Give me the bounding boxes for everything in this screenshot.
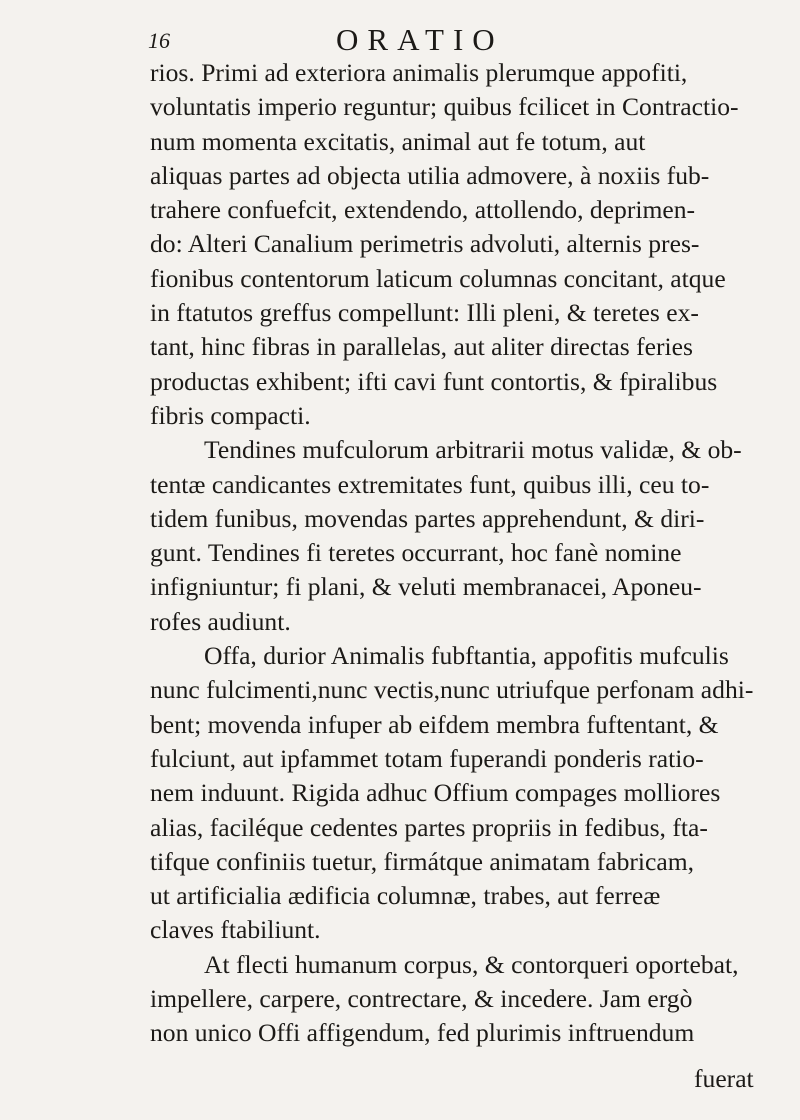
text-line: fibris compacti. — [150, 400, 311, 430]
text-line: nunc fulcimenti,nunc vectis,nunc utriufque perfonam adhi- — [150, 675, 754, 705]
text-line: infigniuntur; fi plani, & veluti membranacei, Aponeu- — [150, 572, 702, 602]
text-line: bent; movenda infuper ab eifdem membra fuftentant, & — [150, 709, 719, 739]
page-number: 16 — [148, 28, 170, 53]
text-line: claves ftabiliunt. — [150, 915, 321, 945]
text-line: do: Alteri Canalium perimetris advoluti, alternis pres- — [150, 229, 700, 259]
text-line: fionibus contentorum laticum columnas concitant, atque — [150, 263, 726, 293]
text-line: gunt. Tendines fi teretes occurrant, hoc fanè nomine — [150, 538, 682, 568]
text-line: tentæ candicantes extremitates funt, quibus illi, ceu to- — [150, 469, 710, 499]
text-line: tant, hinc fibras in parallelas, aut aliter directas feries — [150, 332, 693, 362]
paragraph-start-line: Offa, durior Animalis fubftantia, appofitis mufculis — [204, 641, 729, 671]
running-title: ORATIO — [336, 22, 504, 57]
page-header — [148, 8, 748, 58]
text-line: fulciunt, aut ipfammet totam fuperandi ponderis ratio- — [150, 743, 704, 773]
text-line: in ftatutos greffus compellunt: Illi pleni, & teretes ex- — [150, 298, 699, 328]
text-line: aliquas partes ad objecta utilia admovere, à noxiis fub- — [150, 160, 710, 190]
text-line: productas exhibent; ifti cavi funt contortis, & fpiralibus — [150, 366, 718, 396]
text-line: tifque confiniis tuetur, firmátque animatam fabricam, — [150, 846, 695, 876]
text-line: ut artificialia ædificia columnæ, trabes, aut ferreæ — [150, 881, 661, 911]
text-line: tidem funibus, movendas partes apprehendunt, & diri- — [150, 503, 705, 533]
text-line: rofes audiunt. — [150, 606, 291, 636]
text-line: impellere, carpere, contrectare, & incedere. Jam ergò — [150, 984, 693, 1014]
text-line: nem induunt. Rigida adhuc Offium compages molliores — [150, 778, 721, 808]
text-line: rios. Primi ad exteriora animalis plerumque appofiti, — [150, 58, 688, 87]
text-line: alias, faciléque cedentes partes propriis in fedibus, fta- — [150, 812, 708, 842]
paragraph-start-line: At flecti humanum corpus, & contorqueri oportebat, — [204, 949, 739, 979]
text-line: non unico Offi affigendum, fed plurimis inftruendum — [150, 1018, 695, 1048]
paragraph-start-line: Tendines mufculorum arbitrarii motus validæ, & ob- — [204, 435, 742, 465]
text-line: voluntatis imperio reguntur; quibus fcilicet in Contractio- — [150, 92, 739, 122]
catchword: fuerat — [694, 1064, 754, 1093]
text-line: num momenta excitatis, animal aut fe totum, aut — [150, 126, 646, 156]
text-line: trahere confuefcit, extendendo, attollendo, deprimen- — [150, 195, 696, 225]
body-text — [150, 56, 796, 1051]
